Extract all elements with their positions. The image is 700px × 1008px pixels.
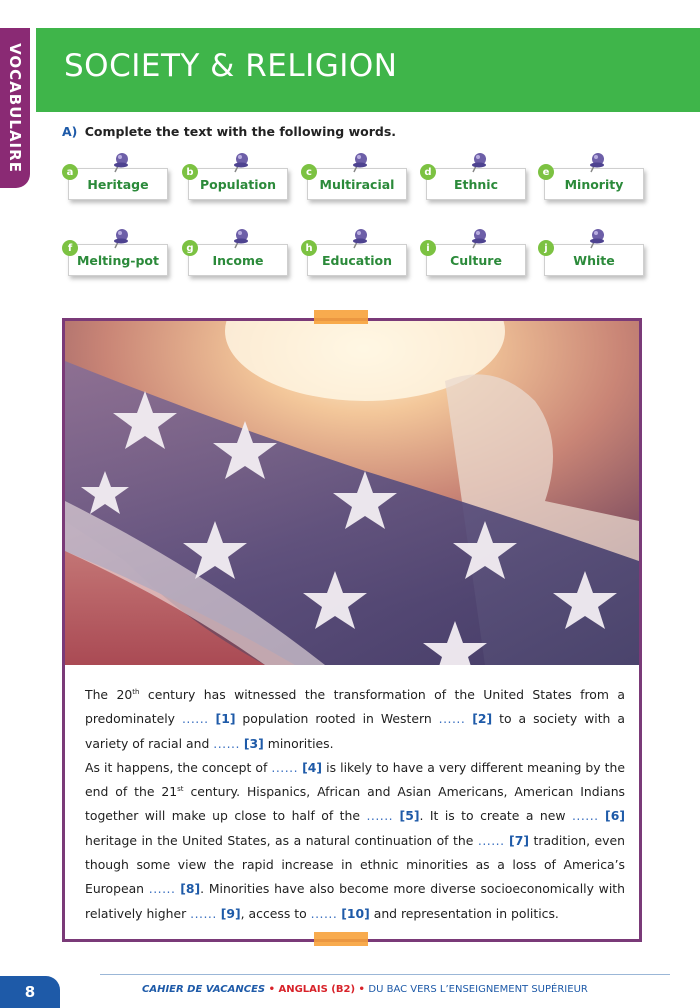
word-card-letter: d <box>420 164 436 180</box>
tape-decoration <box>314 932 368 946</box>
paragraph-1: The 20th century has witnessed the transformation of the United States from a predominately ...... [1] population rooted in Western ...... [2] to a society with a variety of racial and ...... [3] minorities. <box>85 687 625 751</box>
blank-dots: ...... <box>190 905 217 921</box>
word-card-label: Culture <box>426 244 526 276</box>
word-card <box>303 160 407 200</box>
blank-10: [10] <box>341 905 370 921</box>
exercise-instruction <box>62 124 396 139</box>
word-card <box>422 160 526 200</box>
blank-dots: ...... <box>271 759 299 775</box>
word-card-letter: c <box>301 164 317 180</box>
blank-4: [4] <box>302 759 323 775</box>
tape-decoration <box>314 310 368 324</box>
blank-dots: ...... <box>148 881 176 897</box>
push-pin-icon <box>349 152 371 174</box>
word-card-letter: g <box>182 240 198 256</box>
word-card-label: Education <box>307 244 407 276</box>
push-pin-icon <box>586 152 608 174</box>
word-card-letter: f <box>62 240 78 256</box>
footer-divider <box>100 974 670 975</box>
push-pin-icon <box>468 228 490 250</box>
push-pin-icon <box>230 228 252 250</box>
paragraph-2: As it happens, the concept of ...... [4] is likely to have a very different meaning by the end of the 21st century. Hispanics, African and Asian Americans, American Indians together will make up close to half of the ...... [5]. It is to create a new ...... [6] heritage in the United States, as a natural continuation of the ...... [7] tradition, even though some view the rapid increase in ethnic minorities as a loss of America’s European ...... [8]. Minorities have also become more diverse socioeconomically with relatively higher ...... [9], access to ...... [10] and representation in politics. <box>85 759 625 921</box>
section-tab-label: VOCABULAIRE <box>6 43 24 173</box>
blank-dots: ...... <box>213 735 240 751</box>
word-card-letter: i <box>420 240 436 256</box>
blank-1: [1] <box>215 711 236 727</box>
word-card-label: Heritage <box>68 168 168 200</box>
word-card-label: Multiracial <box>307 168 407 200</box>
blank-dots: ...... <box>438 711 466 727</box>
word-card-letter: e <box>538 164 554 180</box>
word-card-label: Minority <box>544 168 644 200</box>
push-pin-icon <box>586 228 608 250</box>
section-tab <box>0 28 30 188</box>
text-frame <box>62 318 642 942</box>
instruction-text: Complete the text with the following words. <box>84 124 397 139</box>
blank-dots: ...... <box>310 905 338 921</box>
exercise-letter: A) <box>62 124 78 139</box>
push-pin-icon <box>468 152 490 174</box>
blank-dots: ...... <box>366 808 394 824</box>
word-card <box>540 236 644 276</box>
blank-5: [5] <box>399 808 420 824</box>
word-card-label: White <box>544 244 644 276</box>
title-banner <box>36 28 700 112</box>
word-card <box>64 236 168 276</box>
word-card-letter: b <box>182 164 198 180</box>
word-card-label: Income <box>188 244 288 276</box>
push-pin-icon <box>110 228 132 250</box>
page-title: SOCIETY & RELIGION <box>64 48 398 84</box>
word-card <box>184 160 288 200</box>
american-flag-image <box>65 321 639 665</box>
blank-dots: ...... <box>571 808 599 824</box>
word-card <box>64 160 168 200</box>
word-card-letter: h <box>301 240 317 256</box>
blank-dots: ...... <box>477 832 505 848</box>
flag-photo <box>65 321 639 665</box>
blank-2: [2] <box>472 711 493 727</box>
push-pin-icon <box>349 228 371 250</box>
push-pin-icon <box>110 152 132 174</box>
word-card-label: Population <box>188 168 288 200</box>
word-card-letter: j <box>538 240 554 256</box>
blank-9: [9] <box>220 905 241 921</box>
footer-running-title: CAHIER DE VACANCES • ANGLAIS (B2) • DU BAC VERS L’ENSEIGNEMENT SUPÉRIEUR <box>142 984 588 995</box>
passage <box>85 683 625 926</box>
word-card <box>540 160 644 200</box>
word-card-label: Ethnic <box>426 168 526 200</box>
word-card <box>184 236 288 276</box>
blank-8: [8] <box>180 881 201 897</box>
push-pin-icon <box>230 152 252 174</box>
blank-7: [7] <box>509 832 529 848</box>
word-card <box>422 236 526 276</box>
blank-6: [6] <box>605 808 625 824</box>
word-card-label: Melting-pot <box>68 244 168 276</box>
word-card-letter: a <box>62 164 78 180</box>
word-card <box>303 236 407 276</box>
blank-3: [3] <box>243 735 264 751</box>
blank-dots: ...... <box>181 711 209 727</box>
page-number: 8 <box>0 976 60 1008</box>
